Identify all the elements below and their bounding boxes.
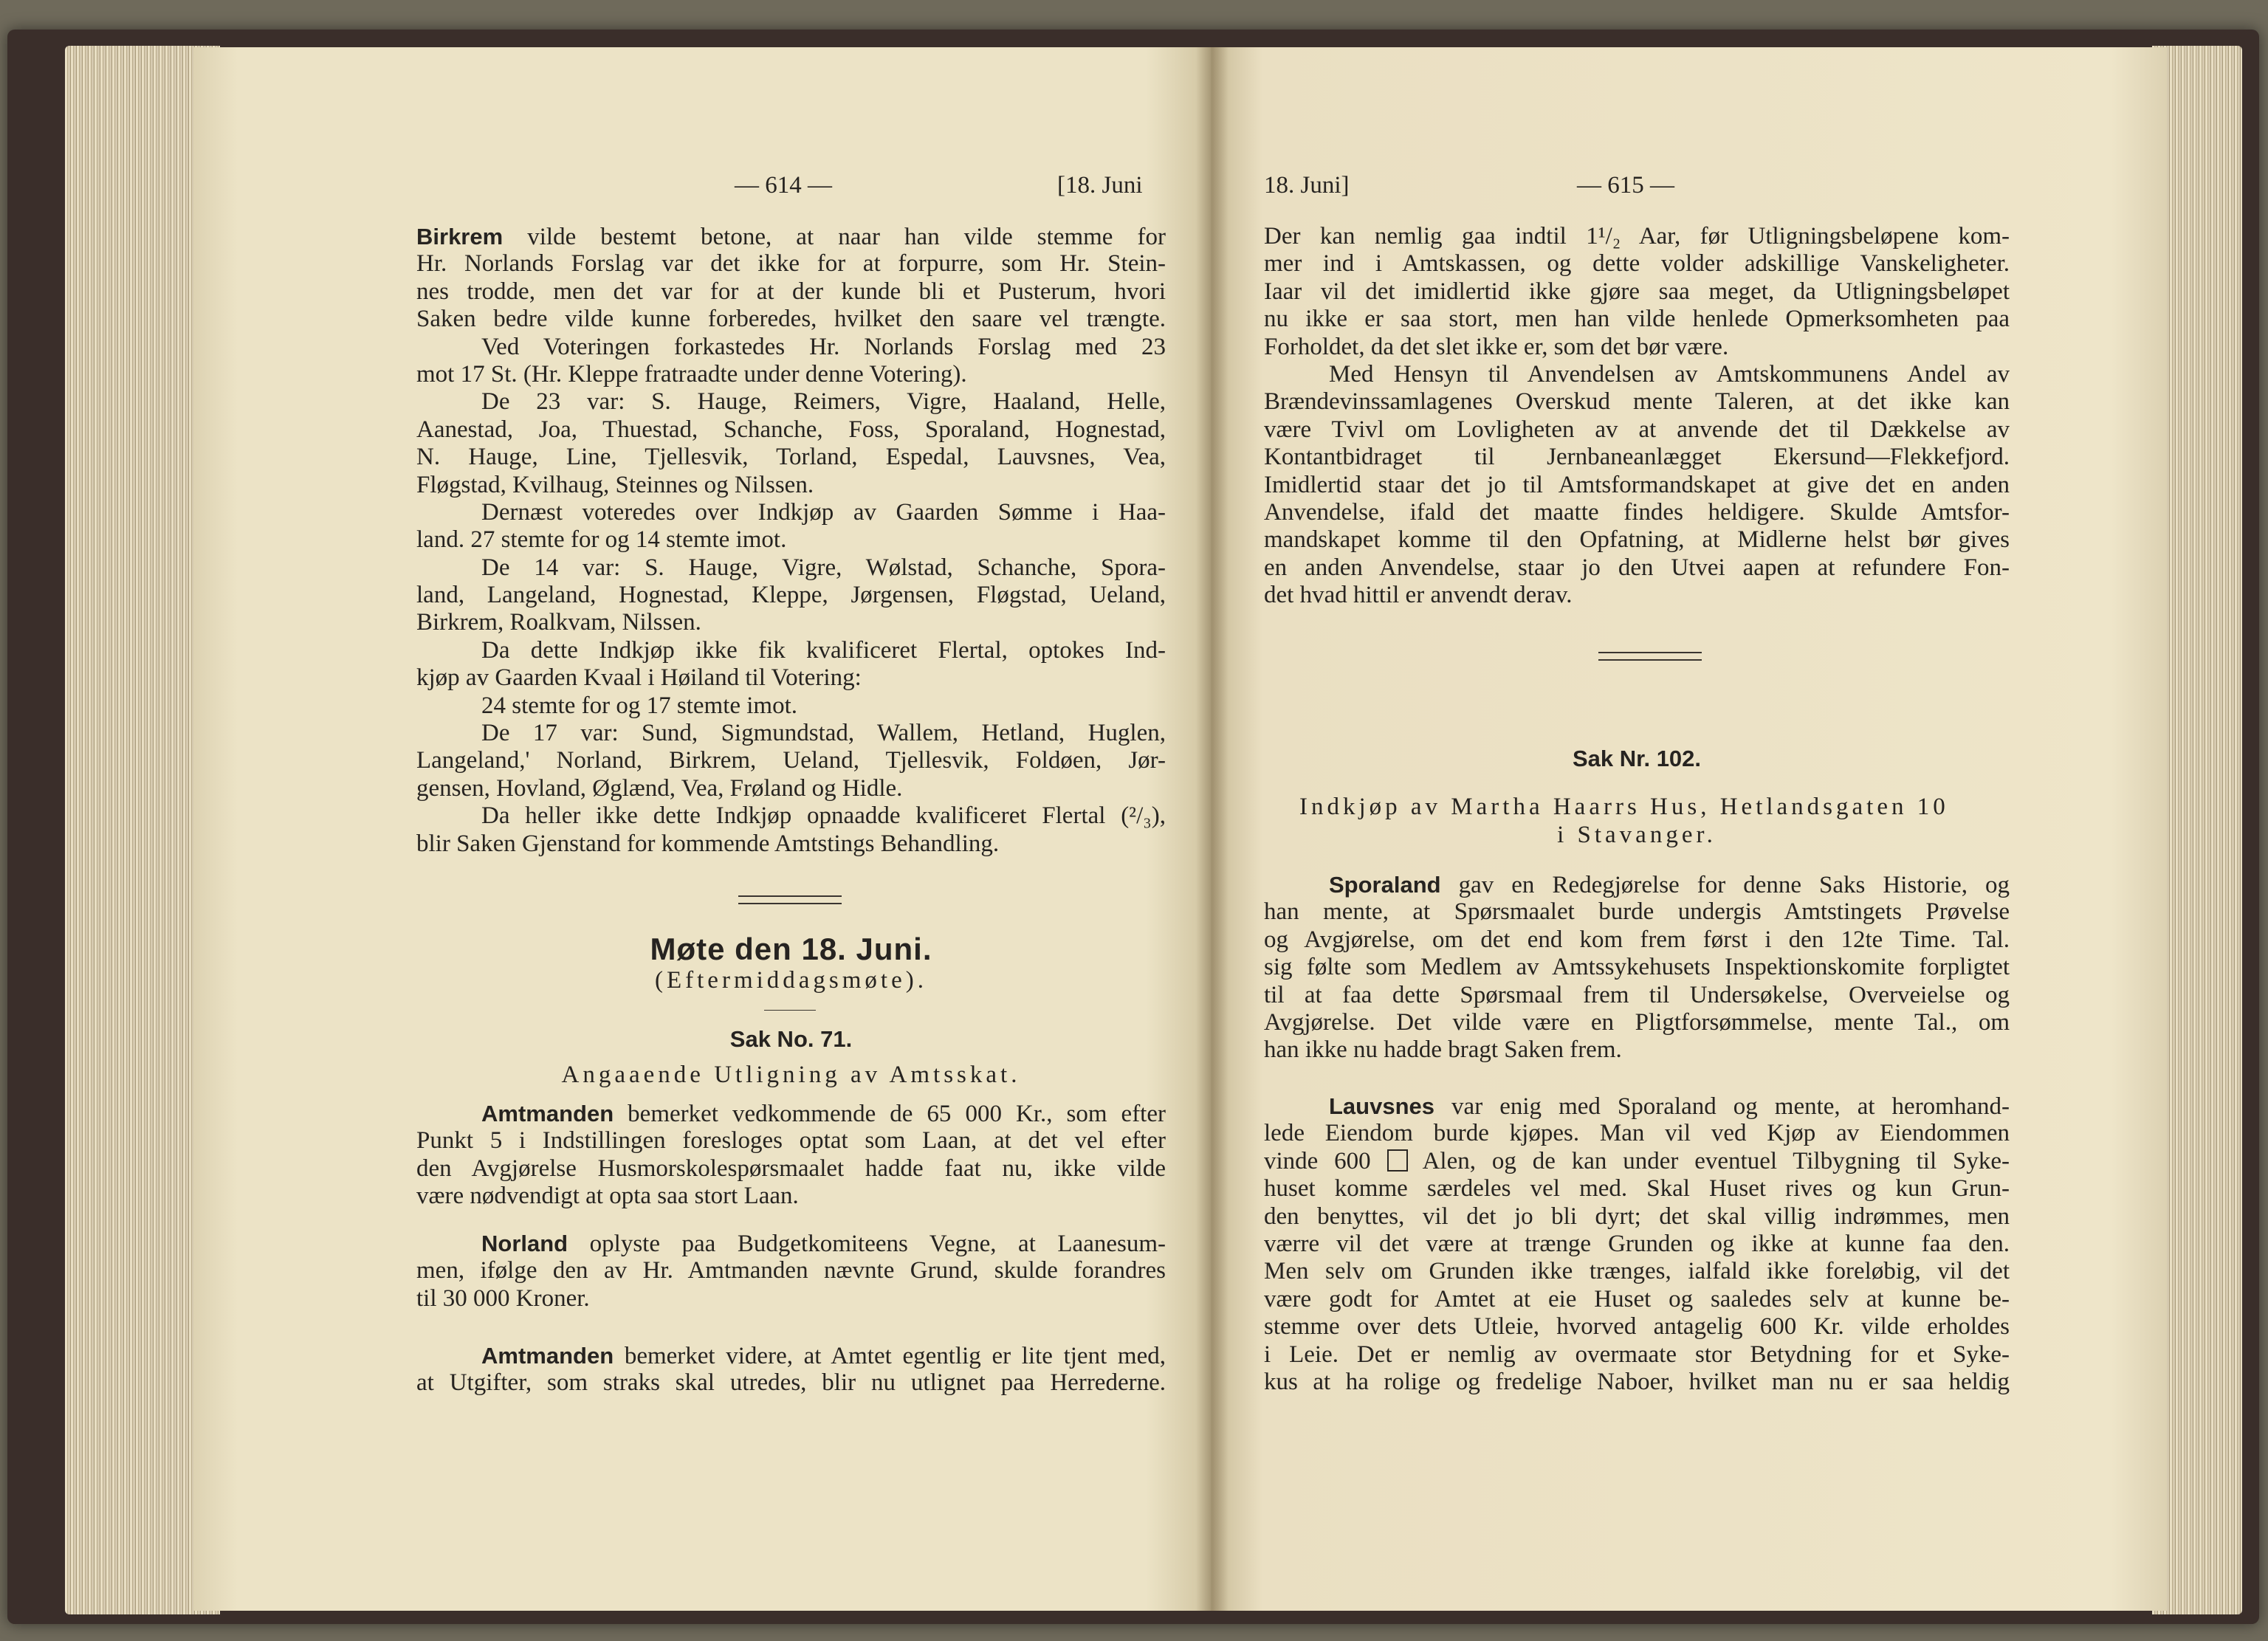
paragraph-line: en anden Anvendelse, staar jo den Utvei aapen at refundere Fon- bbox=[1264, 554, 2010, 581]
paragraph-line: Med Hensyn til Anvendelsen av Amtskommunens Andel av bbox=[1329, 360, 2010, 388]
paragraph-line: Fløgstad, Kvilhaug, Steinnes og Nilssen. bbox=[416, 471, 814, 498]
case-subtitle-line-2: i Stavanger. bbox=[1557, 822, 1717, 848]
paragraph-line: Forholdet, da det slet ikke er, som det bør være. bbox=[1264, 333, 1729, 360]
paragraph-line: Da heller ikke dette Indkjøp opnaadde kvalificeret Flertal (²/₃), bbox=[481, 802, 1166, 830]
paragraph-line: Imidlertid staar det jo til Amtsformandskapet at give det en anden bbox=[1264, 471, 2010, 498]
square-symbol-icon bbox=[1387, 1149, 1408, 1172]
left-body-norland bbox=[416, 1230, 1166, 1313]
paragraph-line: Der kan nemlig gaa indtil 1¹/₂ Aar, før Utligningsbeløpene kom- bbox=[1264, 223, 2010, 250]
paragraph-line: kus at ha rolige og fredelige Naboer, hvilket man nu er saa heldig bbox=[1264, 1368, 2010, 1395]
paragraph-line: han ikke nu hadde bragt Saken frem. bbox=[1264, 1036, 1622, 1064]
paragraph-line: Birkrem vilde bestemt betone, at naar han vilde stemme for bbox=[416, 224, 1166, 250]
right-body-sporaland bbox=[1264, 871, 2010, 1064]
left-body-amtmanden bbox=[416, 1342, 1166, 1397]
paragraph-line: være godt for Amtet at eie Huset og saaledes selv at kunne be- bbox=[1264, 1285, 2010, 1313]
paragraph-line: sig følte som Medlem av Amtssykehusets Inspektionskomite forpligtet bbox=[1264, 954, 2010, 981]
paragraph-line: og Avgjørelse, om det end kom frem først i den 12te Time. Tal. bbox=[1264, 926, 2010, 953]
section-divider bbox=[1598, 659, 1702, 661]
paragraph-line: N. Hauge, Line, Tjellesvik, Torland, Espedal, Lauvsnes, Vea, bbox=[416, 444, 1166, 471]
paragraph-line: mandskapet komme til den Opfatning, at Midlerne helst bør gives bbox=[1264, 526, 2010, 554]
case-subtitle: Indkjøp av Martha Haarrs Hus, Hetlandsgaten 10 bbox=[1299, 794, 1949, 820]
paragraph-line: til 30 000 Kroner. bbox=[416, 1284, 590, 1312]
paragraph-line: det hvad hittil er anvendt derav. bbox=[1264, 582, 1573, 609]
book-gutter bbox=[1196, 47, 1228, 1611]
right-header-date: 18. Juni] bbox=[1264, 172, 1350, 199]
paragraph-line: han mente, at Spørsmaalet burde undergis Amtstingets Prøvelse bbox=[1264, 898, 2010, 926]
paragraph-line: Ved Voteringen forkastedes Hr. Norlands Forslag med 23 bbox=[481, 333, 1166, 360]
paragraph-line: Amtmanden bemerket vedkommende de 65 000 Kr., som efter bbox=[481, 1101, 1166, 1127]
paragraph-line: De 14 var: S. Hauge, Vigre, Wølstad, Schanche, Spora- bbox=[481, 554, 1166, 581]
right-body-lauvsnes bbox=[1264, 1093, 2010, 1396]
paragraph-line: Iaar vil det imidlertid ikke gjøre saa meget, da Utligningsbeløpet bbox=[1264, 278, 2010, 305]
paragraph-line: Punkt 5 i Indstillingen foresloges optat som Laan, at det vel efter bbox=[416, 1127, 1166, 1155]
left-body-top bbox=[416, 223, 1166, 858]
speaker-name: Birkrem bbox=[416, 224, 504, 250]
paragraph-line: at Utgifter, som straks skal utredes, blir nu utlignet paa Herrederne. bbox=[416, 1369, 1166, 1397]
short-divider bbox=[764, 1010, 816, 1011]
paragraph-line: land, Langeland, Hognestad, Kleppe, Jørgensen, Fløgstad, Ueland, bbox=[416, 582, 1166, 609]
paragraph-line: 24 stemte for og 17 stemte imot. bbox=[481, 692, 798, 719]
speaker-name: Lauvsnes bbox=[1329, 1093, 1435, 1119]
section-divider bbox=[1598, 652, 1702, 653]
paragraph-line: Saken bedre vilde kunne forberedes, hvilket den saare vel trængte. bbox=[416, 306, 1166, 333]
paragraph-line: De 23 var: S. Hauge, Reimers, Vigre, Haaland, Helle, bbox=[481, 388, 1166, 416]
case-subtitle: Angaaende Utligning av Amtsskat. bbox=[561, 1062, 1021, 1088]
speaker-name: Sporaland bbox=[1329, 872, 1441, 898]
paragraph-line: være nødvendigt at opta saa stort Laan. bbox=[416, 1183, 799, 1210]
paragraph-line: Sporaland gav en Redegjørelse for denne Saks Historie, og bbox=[1329, 872, 2010, 898]
paragraph-line: Men selv om Grunden ikke trænges, ialfald ikke foreløbig, vil det bbox=[1264, 1258, 2010, 1285]
left-page-number: — 614 — bbox=[735, 172, 832, 199]
paragraph-line: Amtmanden bemerket videre, at Amtet egentlig er lite tjent med, bbox=[481, 1343, 1166, 1369]
left-body-bottom bbox=[416, 1100, 1166, 1211]
paragraph-line: Dernæst voteredes over Indkjøp av Gaarden Sømme i Haa- bbox=[481, 498, 1166, 526]
right-page-number: — 615 — bbox=[1577, 172, 1674, 199]
right-body-top bbox=[1264, 223, 2010, 609]
paragraph-line: stemme over dets Utleie, hvorved antagelig 600 Kr. vilde erholdes bbox=[1264, 1313, 2010, 1341]
paragraph-line: til at faa dette Spørsmaal frem til Undersøkelse, Overveielse og bbox=[1264, 981, 2010, 1008]
paragraph-line: huset komme særdeles vel med. Skal Huset rives og kun Grun- bbox=[1264, 1175, 2010, 1203]
left-header-date: [18. Juni bbox=[1057, 172, 1143, 199]
paragraph-line: i Leie. Det er nemlig av overmaate stor Betydning for et Syke- bbox=[1264, 1341, 2010, 1368]
paragraph-line: men, ifølge den av Hr. Amtmanden nævnte Grund, skulde forandres bbox=[416, 1257, 1166, 1284]
paragraph-line: være Tvivl om Lovligheten av at anvende det til Dækkelse av bbox=[1264, 416, 2010, 443]
paragraph-line: land. 27 stemte for og 14 stemte imot. bbox=[416, 526, 787, 554]
paragraph-line: Da dette Indkjøp ikke fik kvalificeret Flertal, optokes Ind- bbox=[481, 636, 1166, 664]
paragraph-line: Langeland,' Norland, Birkrem, Ueland, Tjellesvik, Foldøen, Jør- bbox=[416, 747, 1166, 774]
paragraph-line: vinde 600 Alen, og de kan under eventuel Tilbygning til Syke- bbox=[1264, 1147, 2010, 1174]
paragraph-line: mot 17 St. (Hr. Kleppe fratraadte under denne Votering). bbox=[416, 360, 967, 388]
paragraph-line: Birkrem, Roalkvam, Nilssen. bbox=[416, 609, 701, 636]
speaker-name: Amtmanden bbox=[481, 1343, 614, 1369]
paragraph-line: Aanestad, Joa, Thuestad, Schanche, Foss, Sporaland, Hognestad, bbox=[416, 416, 1166, 443]
case-title: Sak No. 71. bbox=[729, 1026, 853, 1052]
paragraph-line: værre vil det være at trænge Grunden og ikke at kunne faa den. bbox=[1264, 1230, 2010, 1257]
paragraph-line: den Avgjørelse Husmorskolespørsmaalet hadde faat nu, ikke vilde bbox=[416, 1155, 1166, 1182]
speaker-name: Norland bbox=[481, 1231, 568, 1256]
paragraph-line: Lauvsnes var enig med Sporaland og mente, at heromhand- bbox=[1329, 1093, 2010, 1120]
paragraph-line: lede Eiendom burde kjøpes. Man vil ved Kjøp av Eiendommen bbox=[1264, 1120, 2010, 1147]
meeting-title: Møte den 18. Juni. bbox=[650, 932, 932, 966]
paragraph-line: nes trodde, men det var for at der kunde bli et Pusterum, hvori bbox=[416, 278, 1166, 305]
paragraph-line: den benyttes, vil det jo bli dyrt; det skal villig indrømmes, men bbox=[1264, 1203, 2010, 1230]
section-divider bbox=[738, 895, 842, 897]
paragraph-line: Kontantbidraget til Jernbaneanlægget Ekersund—Flekkefjord. bbox=[1264, 444, 2010, 471]
meeting-subtitle: (Eftermiddagsmøte). bbox=[655, 967, 927, 994]
paragraph-line: kjøp av Gaarden Kvaal i Høiland til Votering: bbox=[416, 664, 862, 692]
case-title: Sak Nr. 102. bbox=[1572, 746, 1702, 771]
paragraph-line: Norland oplyste paa Budgetkomiteens Vegne, at Laanesum- bbox=[481, 1231, 1166, 1257]
paragraph-line: Anvendelse, ifald det maatte findes heldigere. Skulde Amtsfor- bbox=[1264, 498, 2010, 526]
paragraph-line: blir Saken Gjenstand for kommende Amtstings Behandling. bbox=[416, 830, 1000, 857]
paragraph-line: De 17 var: Sund, Sigmundstad, Wallem, Hetland, Huglen, bbox=[481, 720, 1166, 747]
paragraph-line: nu ikke er saa stort, men han vilde henlede Opmerksomheten paa bbox=[1264, 306, 2010, 333]
paragraph-line: gensen, Hovland, Øglænd, Vea, Frøland og Hidle. bbox=[416, 774, 903, 802]
paragraph-line: Avgjørelse. Det vilde være en Pligtforsømmelse, mente Tal., om bbox=[1264, 1008, 2010, 1036]
speaker-name: Amtmanden bbox=[481, 1101, 614, 1126]
paragraph-line: Brændevinssamlagenes Overskud mente Taleren, at det ikke kan bbox=[1264, 388, 2010, 416]
paragraph-line: Hr. Norlands Forslag var det ikke for at forpurre, som Hr. Stein- bbox=[416, 250, 1166, 278]
section-divider bbox=[738, 903, 842, 904]
paragraph-line: mer ind i Amtskassen, og dette volder adskillige Vanskeligheter. bbox=[1264, 250, 2010, 278]
